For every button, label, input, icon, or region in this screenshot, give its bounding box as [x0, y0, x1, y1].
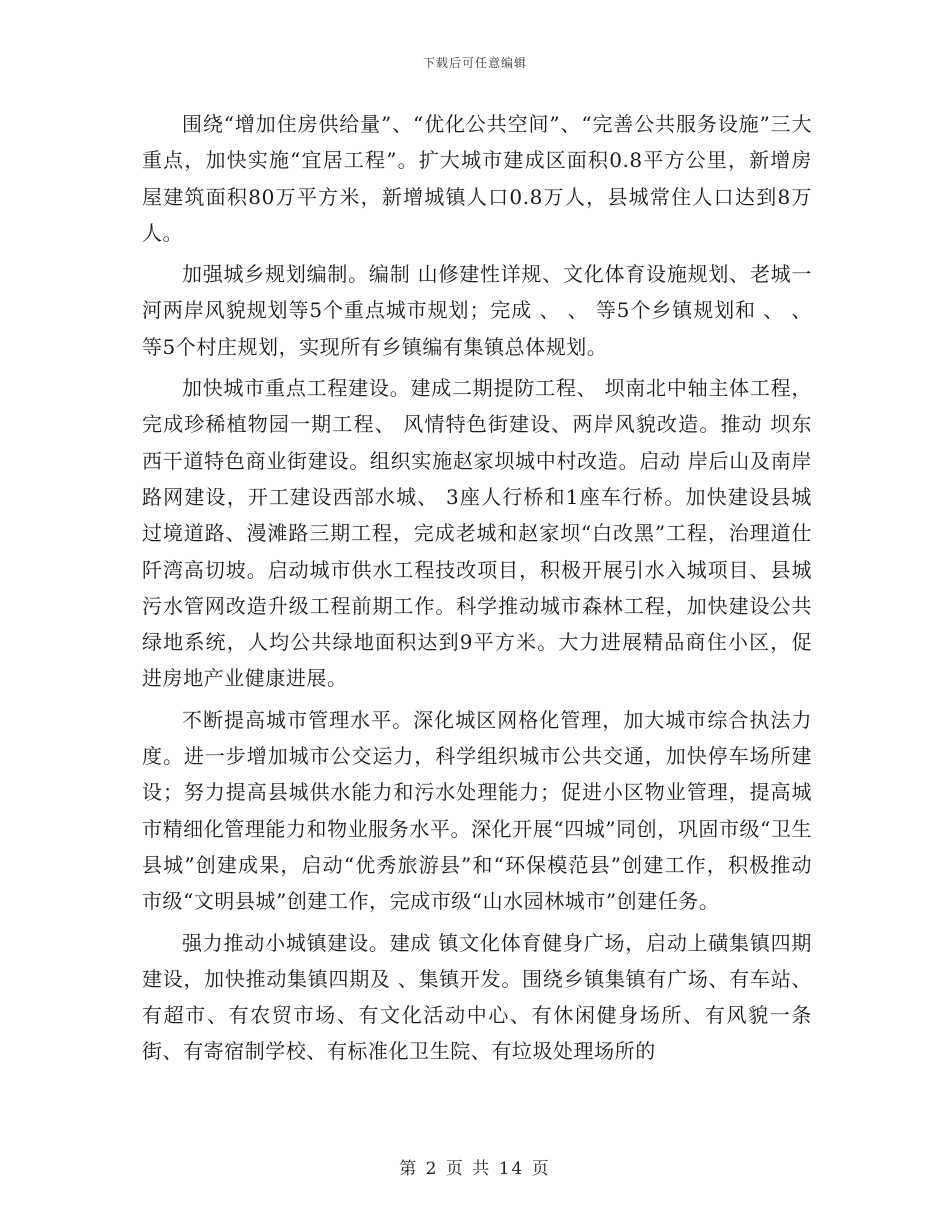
paragraph-housing-supply: 围绕“增加住房供给量”、“优化公共空间”、“完善公共服务设施”三大重点，加快实施“宜居工程”。扩大城市建成区面积0.8平方公里，新增房屋建筑面积80万平方米，新增城镇人口0.8万人，县城常住人口达到8万人。	[142, 112, 812, 245]
document-body	[142, 106, 812, 1075]
paragraph-small-towns: 强力推动小城镇建设。建成 镇文化体育健身广场，启动上磺集镇四期建设，加快推动集镇四期及 、集镇开发。围绕乡镇集镇有广场、有车站、有超市、有农贸市场、有文化活动中心、有休闲健身场所、有风貌一条街、有寄宿制学校、有标准化卫生院、有垃圾处理场所的	[142, 930, 812, 1064]
page-number: 第 2 页 共 14 页	[399, 1159, 551, 1179]
paragraph-city-management: 不断提高城市管理水平。深化城区网格化管理，加大城市综合执法力度。进一步增加城市公交运力，科学组织城市公共交通，加快停车场所建设；努力提高县城供水能力和污水处理能力；促进小区物业管理，提高城市精细化管理能力和物业服务水平。深化开展“四城”同创，巩固市级“卫生县城”创建成果，启动“优秀旅游县”和“环保模范县”创建工作，积极推动市级“文明县城”创建工作，完成市级“山水园林城市”创建任务。	[142, 707, 812, 914]
page-header: 下载后可任意编辑	[422, 56, 527, 70]
paragraph-urban-planning: 加强城乡规划编制。编制 山修建性详规、文化体育设施规划、老城一河两岸风貌规划等5个重点城市规划；完成 、 、 等5个乡镇规划和 、 、 等5个村庄规划，实现所有乡镇编有集镇总体规划。	[142, 262, 812, 359]
paragraph-key-projects: 加快城市重点工程建设。建成二期提防工程、 坝南北中轴主体工程，完成珍稀植物园一期工程、 风情特色街建设、两岸风貌改造。推动 坝东西干道特色商业街建设。组织实施赵家坝城中村改造。启动 岸后山及南岸路网建设，开工建设西部水城、 3座人行桥和1座车行桥。加快建设县城过境道路、漫滩路三期工程，完成老城和赵家坝“白改黑”工程，治理道仕阡湾高切坡。启动城市供水工程技改项目，积极开展引水入城项目、县城污水管网改造升级工程前期工作。科学推动城市森林工程，加快建设公共绿地系统，人均公共绿地面积达到9平方米。大力进展精品商住小区，促进房地产业健康进展。	[142, 376, 812, 691]
